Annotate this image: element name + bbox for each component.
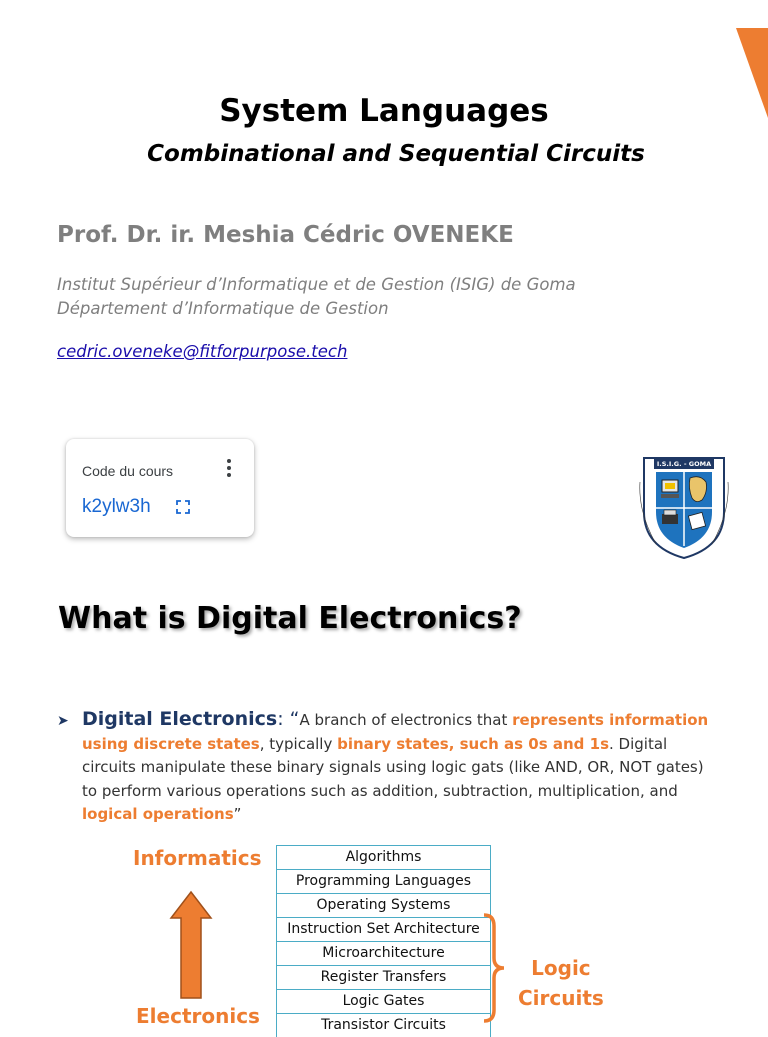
stack-level: Programming Languages	[277, 869, 490, 893]
page-subtitle: Combinational and Sequential Circuits	[147, 141, 645, 167]
abstraction-stack	[276, 845, 491, 1037]
highlight-binary-states: binary states, such as 0s and 1s	[337, 734, 609, 753]
logic-circuits-label: Logic Circuits	[518, 956, 604, 1010]
author-name: Prof. Dr. ir. Meshia Cédric OVENEKE	[57, 222, 514, 248]
stack-level: Microarchitecture	[277, 941, 490, 965]
stack-level: Operating Systems	[277, 893, 490, 917]
highlight-discrete-states: represents information using discrete states	[82, 711, 709, 753]
bullet-arrow-icon: ➤	[57, 713, 69, 729]
svg-text:I.S.I.G. - GOMA: I.S.I.G. - GOMA	[656, 460, 712, 468]
stack-level: Transistor Circuits	[277, 1013, 490, 1037]
course-code-value: k2ylw3h	[82, 496, 151, 517]
course-code-label: Code du cours	[82, 463, 174, 479]
section-heading: What is Digital Electronics?	[58, 601, 522, 636]
institute-name: Institut Supérieur d’Informatique et de Gestion (ISIG) de Goma	[57, 275, 576, 294]
course-code-card	[66, 439, 254, 537]
electronics-label: Electronics	[136, 1004, 260, 1028]
informatics-label: Informatics	[133, 846, 262, 870]
highlight-logical-operations: logical operations	[82, 805, 234, 823]
stack-level: Register Transfers	[277, 965, 490, 989]
isig-logo	[634, 452, 734, 562]
fullscreen-icon[interactable]	[176, 500, 190, 514]
logic-circuits-brace	[482, 912, 512, 1024]
stack-level: Algorithms	[277, 845, 490, 869]
definition-term: Digital Electronics	[82, 708, 278, 730]
email-link[interactable]: cedric.oveneke@fitforpurpose.tech	[57, 342, 348, 361]
definition-text: Digital Electronics: “A branch of electronics that represents information using discrete states, typically binary states, such as 0s and 1s. Digital circuits manipulate these binary signals using logic gats (like AND, OR, NOT gates) to perform various operations such as addition, subtraction, multiplication, and logical operations”	[82, 708, 709, 823]
stack-level: Logic Gates	[277, 989, 490, 1013]
page-title: System Languages	[219, 93, 549, 129]
stack-level: Instruction Set Architecture	[277, 917, 490, 941]
definition-bullet	[57, 708, 717, 827]
up-arrow-icon	[169, 890, 213, 1000]
affiliation	[57, 273, 576, 321]
department-name: Département d’Informatique de Gestion	[57, 299, 389, 318]
more-vert-icon[interactable]	[226, 459, 232, 479]
